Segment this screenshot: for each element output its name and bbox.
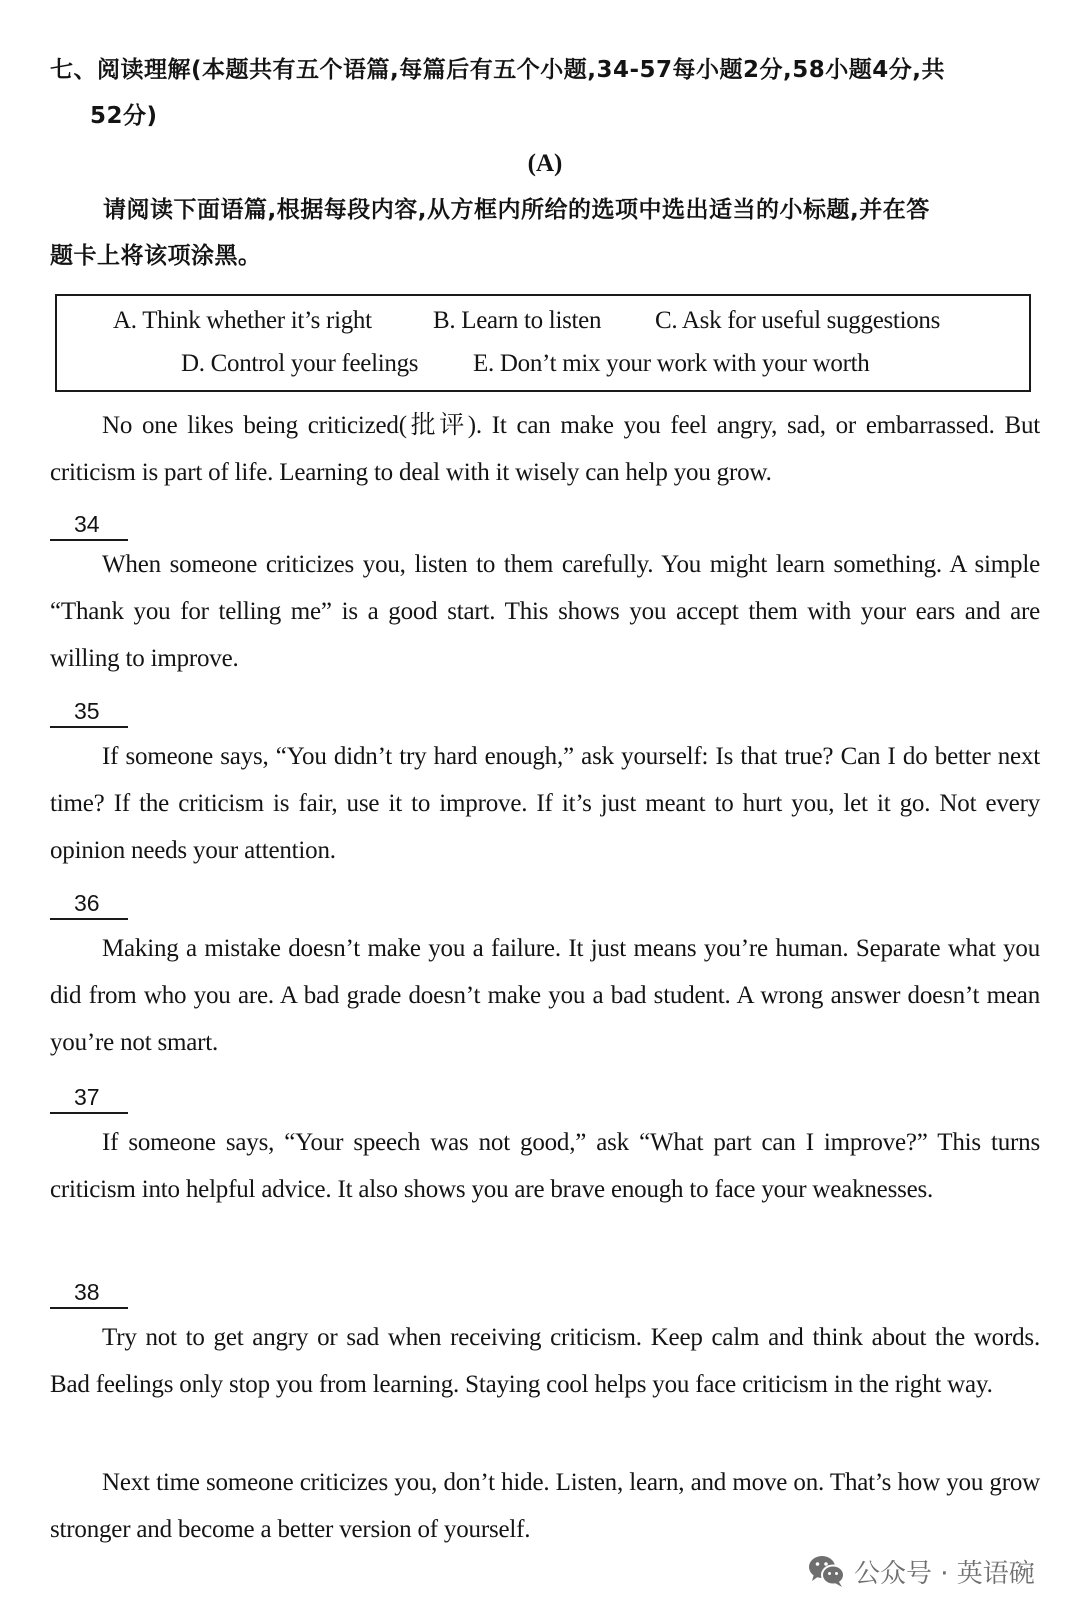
answer-blank-34: 34 bbox=[50, 511, 128, 541]
section-title-continued: 52分) bbox=[90, 103, 158, 129]
option-b: B. Learn to listen bbox=[433, 307, 602, 334]
instruction-line-2: 题卡上将该项涂黑。 bbox=[50, 243, 262, 269]
paragraph-34: When someone criticizes you, listen to them carefully. You might learn something. A simple “Thank you for telling me” is a good start. This shows you accept them with your ears and are willing to improve. bbox=[50, 551, 1040, 672]
answer-blank-35: 35 bbox=[50, 698, 128, 728]
instruction-line-1: 请阅读下面语篇,根据每段内容,从方框内所给的选项中选出适当的小标题,并在答 bbox=[103, 197, 930, 223]
option-c: C. Ask for useful suggestions bbox=[655, 307, 941, 334]
option-d: D. Control your feelings bbox=[181, 350, 419, 377]
watermark-text: 公众号 · 英语碗 bbox=[854, 1558, 1035, 1589]
options-box bbox=[55, 294, 1031, 392]
watermark bbox=[808, 1553, 1035, 1589]
answer-blank-37: 37 bbox=[50, 1084, 128, 1114]
passage-label: (A) bbox=[527, 150, 563, 177]
option-e: E. Don’t mix your work with your worth bbox=[473, 350, 870, 377]
option-a: A. Think whether it’s right bbox=[113, 307, 372, 334]
conclusion-paragraph: Next time someone criticizes you, don’t hide. Listen, learn, and move on. That’s how you grow stronger and become a better version of yourself. bbox=[50, 1469, 1040, 1543]
wechat-icon bbox=[808, 1554, 846, 1588]
paragraph-37: If someone says, “Your speech was not good,” ask “What part can I improve?” This turns criticism into helpful advice. It also shows you are brave enough to face your weaknesses. bbox=[50, 1129, 1040, 1203]
paragraph-38: Try not to get angry or sad when receiving criticism. Keep calm and think about the words. Bad feelings only stop you from learning. Staying cool helps you face criticism in the right way. bbox=[50, 1324, 1040, 1398]
paragraph-35: If someone says, “You didn’t try hard enough,” ask yourself: Is that true? Can I do better next time? If the criticism is fair, use it to improve. If it’s just meant to hurt you, let it go. Not every opinion needs your attention. bbox=[50, 743, 1040, 864]
answer-blank-36: 36 bbox=[50, 890, 128, 920]
intro-paragraph: No one likes being criticized(批评). It can make you feel angry, sad, or embarrassed. But criticism is part of life. Learning to deal with it wisely can help you grow. bbox=[50, 412, 1040, 486]
paragraph-36: Making a mistake doesn’t make you a failure. It just means you’re human. Separate what you did from who you are. A bad grade doesn’t make you a bad student. A wrong answer doesn’t mean you’re not smart. bbox=[50, 935, 1040, 1056]
section-title: 七、阅读理解(本题共有五个语篇,每篇后有五个小题,34-57每小题2分,58小题4分,共 bbox=[50, 57, 946, 83]
answer-blank-38: 38 bbox=[50, 1279, 128, 1309]
